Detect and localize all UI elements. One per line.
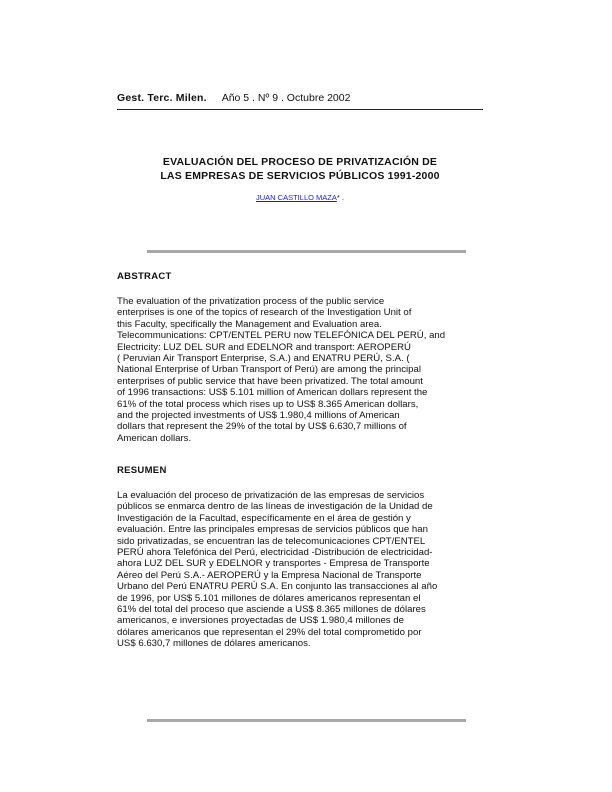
abstract-line: enterprises is one of the topics of research of the Investigation Unit of <box>117 307 412 319</box>
author-footnote-mark: * . <box>336 193 344 202</box>
section-divider-top <box>147 250 466 253</box>
author-line <box>117 193 483 203</box>
journal-header <box>117 92 350 104</box>
abstract-line: and the projected investments of US$ 1.980,4 millions of American <box>117 410 400 422</box>
abstract-line: ( Peruvian Air Transport Enterprise, S.A.) and ENATRU PERÚ, S.A. ( <box>117 353 410 365</box>
resumen-line: dólares americanos que representan el 29% del total comprometido por <box>117 626 422 638</box>
resumen-line: ahora LUZ DEL SUR y EDELNOR y transportes - Empresa de Transporte <box>117 558 430 570</box>
abstract-line: American dollars. <box>117 432 192 444</box>
abstract-line: enterprises of public service that have been privatized. The total amount <box>117 375 423 387</box>
resumen-line: Urbano del Perú ENATRU PERÚ S.A. En conjunto las transacciones al año <box>117 581 438 593</box>
resumen-heading: RESUMEN <box>117 465 167 476</box>
abstract-line: this Faculty, specifically the Management and Evaluation area. <box>117 318 382 330</box>
abstract-line: The evaluation of the privatization process of the public service <box>117 296 385 307</box>
title-line-1: EVALUACIÓN DEL PROCESO DE PRIVATIZACIÓN DE <box>162 156 438 168</box>
abstract-line: Electricity: LUZ DEL SUR and EDELNOR and transport: AEROPERÚ <box>117 341 411 353</box>
resumen-line: US$ 6.630,7 millones de dólares americanos. <box>117 638 311 650</box>
resumen-line: evaluación. Entre las principales empresas de servicios públicos que han <box>117 524 428 536</box>
resumen-line: Aéreo del Perú S.A.- AEROPERÚ y la Empresa Nacional de Transporte <box>117 569 422 581</box>
abstract-heading: ABSTRACT <box>117 271 172 282</box>
resumen-line: públicos se enmarca dentro de las líneas de investigación de la Unidad de <box>117 501 433 513</box>
resumen-line: PERÚ ahora Telefónica del Perú, electricidad -Distribución de electricidad- <box>117 547 433 559</box>
journal-issue: Año 5 . Nº 9 . Octubre 2002 <box>221 92 351 104</box>
author-link[interactable]: JUAN CASTILLO MAZA <box>256 193 337 202</box>
resumen-body <box>117 490 495 650</box>
abstract-line: dollars that represent the 29% of the total by US$ 6.630,7 millions of <box>117 421 407 433</box>
resumen-line: La evaluación del proceso de privatización de las empresas de servicios <box>117 490 425 501</box>
paper-title <box>117 155 483 183</box>
abstract-line: National Enterprise of Urban Transport of Perú) are among the principal <box>117 364 421 376</box>
resumen-line: 61% del total del proceso que asciende a US$ 8.365 millones de dólares <box>117 604 426 616</box>
resumen-line: de 1996, por US$ 5.101 millones de dólares americanos representan el <box>117 592 421 604</box>
abstract-line: 61% of the total process which rises up to US$ 8.365 American dollars, <box>117 398 419 410</box>
abstract-line: of 1996 transactions: US$ 5.101 million of American dollars represent the <box>117 387 428 399</box>
resumen-line: Investigación de la Facultad, específicamente en el área de gestión y <box>117 512 411 524</box>
abstract-line: Telecommunications: CPT/ENTEL PERU now TELEFÓNICA DEL PERÚ, and <box>117 330 446 342</box>
resumen-line: americanos, e inversiones proyectadas de US$ 1.980,4 millones de <box>117 615 404 627</box>
journal-name: Gest. Terc. Milen. <box>117 92 207 104</box>
resumen-line: sido privatizadas, se encuentran las de telecomunicaciones CPT/ENTEL <box>117 535 426 547</box>
header-divider <box>117 109 483 110</box>
title-line-2: LAS EMPRESAS DE SERVICIOS PÚBLICOS 1991-2000 <box>160 170 440 182</box>
abstract-body <box>117 296 495 444</box>
section-divider-bottom <box>147 719 466 722</box>
